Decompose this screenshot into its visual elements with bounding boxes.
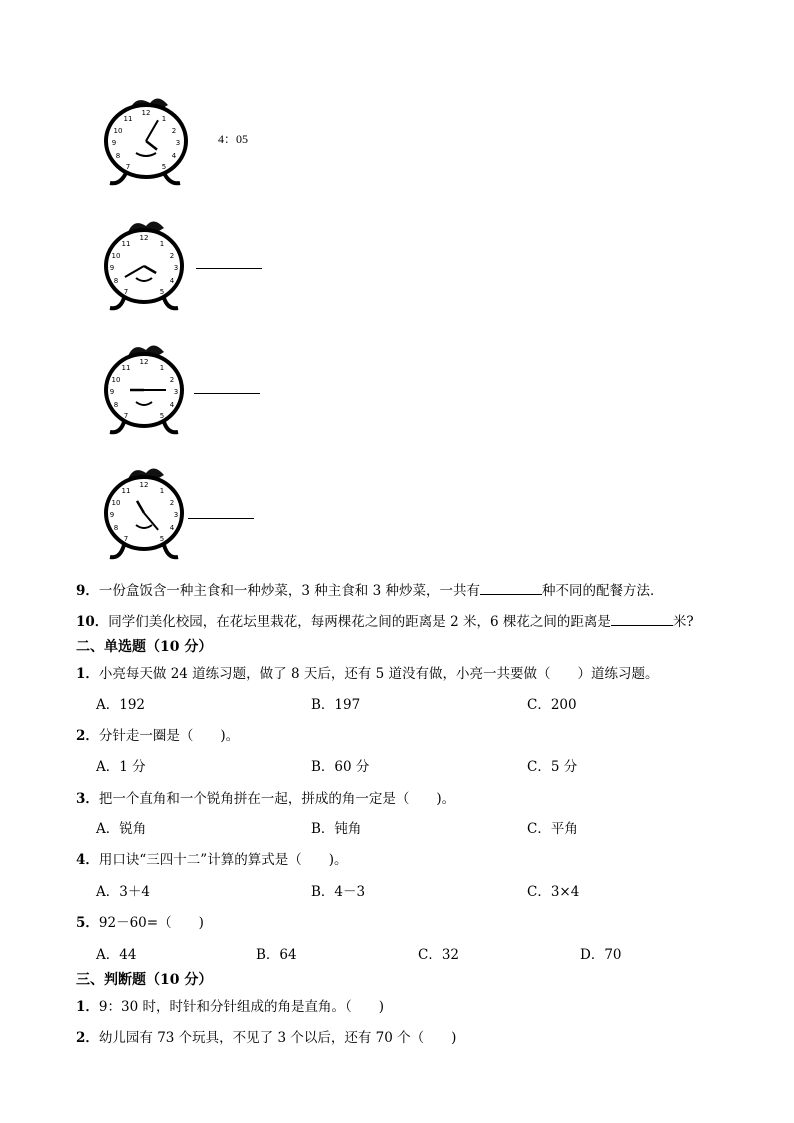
question-9 [76, 582, 663, 600]
svg-text:9: 9 [109, 511, 115, 519]
section-title-true-false: 三、判断题（10 分） [76, 972, 213, 988]
question-number: 10． [76, 614, 109, 630]
svg-text:1: 1 [159, 240, 165, 248]
svg-text:10: 10 [111, 499, 121, 507]
clock-image-3 [100, 342, 188, 438]
option-c[interactable]: C．32 [418, 947, 460, 963]
svg-text:12: 12 [139, 481, 149, 489]
svg-text:3: 3 [173, 264, 179, 272]
clock-figure [106, 98, 186, 183]
svg-text:2: 2 [169, 252, 175, 260]
option-b[interactable]: B．64 [256, 947, 297, 963]
svg-text:11: 11 [121, 487, 131, 495]
svg-text:10: 10 [113, 127, 123, 135]
svg-text:11: 11 [123, 115, 133, 123]
svg-text:5: 5 [159, 535, 165, 543]
svg-text:8: 8 [113, 277, 119, 285]
option-a[interactable]: A．1 分 [96, 759, 146, 775]
svg-text:4: 4 [171, 152, 177, 160]
clock-2-answer-blank[interactable] [196, 268, 262, 269]
question-text: 小亮每天做 24 道练习题，做了 8 天后，还有 5 道没有做，小亮一共要做（ ）道练习题。 [98, 666, 659, 682]
question-text: 分针走一圈是（ )。 [98, 728, 240, 744]
question-text: 一份盒饭含一种主食和一种炒菜，3 种主食和 3 种炒菜，一共有 [98, 583, 480, 599]
answer-blank[interactable] [611, 613, 673, 626]
svg-text:4: 4 [169, 401, 175, 409]
option-b[interactable]: B．4－3 [311, 884, 366, 900]
svg-text:11: 11 [121, 364, 131, 372]
svg-text:8: 8 [113, 524, 119, 532]
question-text: 同学们美化校园，在花坛里栽花，每两棵花之间的距离是 2 米，6 棵花之间的距离是 [108, 614, 611, 630]
mc-question-5 [76, 914, 204, 932]
svg-text:5: 5 [159, 412, 165, 420]
mc-question-1 [76, 665, 659, 683]
svg-text:2: 2 [169, 376, 175, 384]
option-b[interactable]: B．钝角 [311, 821, 362, 837]
question-text: 9：30 时，时针和分针组成的角是直角。（ ) [98, 999, 384, 1015]
option-a[interactable]: A．44 [96, 947, 137, 963]
clock-3-answer-blank[interactable] [194, 393, 260, 394]
svg-text:11: 11 [121, 240, 131, 248]
question-number: 2． [76, 728, 99, 744]
tf-question-2 [76, 1029, 456, 1047]
question-text: 把一个直角和一个锐角拼在一起，拼成的角一定是（ )。 [98, 791, 456, 807]
svg-text:2: 2 [171, 127, 177, 135]
question-number: 9． [76, 583, 99, 599]
svg-text:8: 8 [113, 401, 119, 409]
svg-text:9: 9 [109, 264, 115, 272]
question-text: 用口诀“三四十二”计算的算式是（ )。 [98, 852, 348, 868]
svg-text:1: 1 [159, 487, 165, 495]
mc-question-2 [76, 727, 239, 745]
svg-text:3: 3 [173, 511, 179, 519]
option-c[interactable]: C．平角 [527, 821, 578, 837]
mc-question-3 [76, 790, 455, 808]
clock-figure [106, 345, 182, 432]
svg-text:10: 10 [111, 252, 121, 260]
svg-text:3: 3 [175, 139, 181, 147]
option-b[interactable]: B．60 分 [311, 759, 370, 775]
svg-text:5: 5 [161, 163, 167, 171]
clock-figure [106, 468, 182, 557]
question-number: 4． [76, 852, 99, 868]
clock-image-1 [96, 95, 194, 191]
mc-question-4 [76, 851, 347, 869]
option-c[interactable]: C．200 [527, 697, 577, 713]
svg-text:1: 1 [161, 115, 167, 123]
svg-text:7: 7 [123, 535, 129, 543]
question-number: 1． [76, 999, 99, 1015]
question-number: 5． [76, 915, 99, 931]
question-number: 2． [76, 1030, 99, 1046]
clock-image-2 [100, 218, 188, 314]
clock-figure [106, 221, 182, 308]
svg-text:5: 5 [159, 288, 165, 296]
clock-4-answer-blank[interactable] [188, 518, 254, 519]
question-text: 92－60=（ ) [98, 915, 204, 931]
answer-blank[interactable] [480, 582, 542, 595]
svg-text:4: 4 [169, 277, 175, 285]
svg-text:7: 7 [125, 163, 131, 171]
svg-text:2: 2 [169, 499, 175, 507]
option-d[interactable]: D．70 [580, 947, 622, 963]
svg-text:3: 3 [173, 388, 179, 396]
svg-text:8: 8 [115, 152, 121, 160]
question-number: 3． [76, 791, 99, 807]
svg-text:12: 12 [139, 358, 149, 366]
svg-text:7: 7 [123, 412, 129, 420]
svg-text:1: 1 [159, 364, 165, 372]
option-a[interactable]: A．锐角 [96, 821, 147, 837]
svg-text:4: 4 [169, 524, 175, 532]
svg-text:9: 9 [111, 139, 117, 147]
question-text-end: 种不同的配餐方法． [541, 583, 664, 599]
tf-question-1 [76, 998, 384, 1016]
option-a[interactable]: A．192 [96, 697, 146, 713]
svg-text:12: 12 [141, 109, 151, 117]
question-text-end: 米? [672, 614, 694, 630]
question-10 [76, 613, 694, 631]
svg-text:10: 10 [111, 376, 121, 384]
question-text: 幼儿园有 73 个玩具，不见了 3 个以后，还有 70 个（ ) [98, 1030, 457, 1046]
section-title-single-choice: 二、单选题（10 分） [76, 639, 213, 655]
svg-text:9: 9 [109, 388, 115, 396]
svg-text:7: 7 [123, 288, 129, 296]
option-c[interactable]: C．3×4 [527, 884, 580, 900]
option-c[interactable]: C．5 分 [527, 759, 578, 775]
question-number: 1． [76, 666, 99, 682]
clock-1-answer: 4：05 [218, 132, 249, 146]
option-a[interactable]: A．3＋4 [96, 884, 150, 900]
clock-image-4 [100, 465, 188, 563]
option-b[interactable]: B．197 [311, 697, 361, 713]
svg-text:12: 12 [139, 234, 149, 242]
